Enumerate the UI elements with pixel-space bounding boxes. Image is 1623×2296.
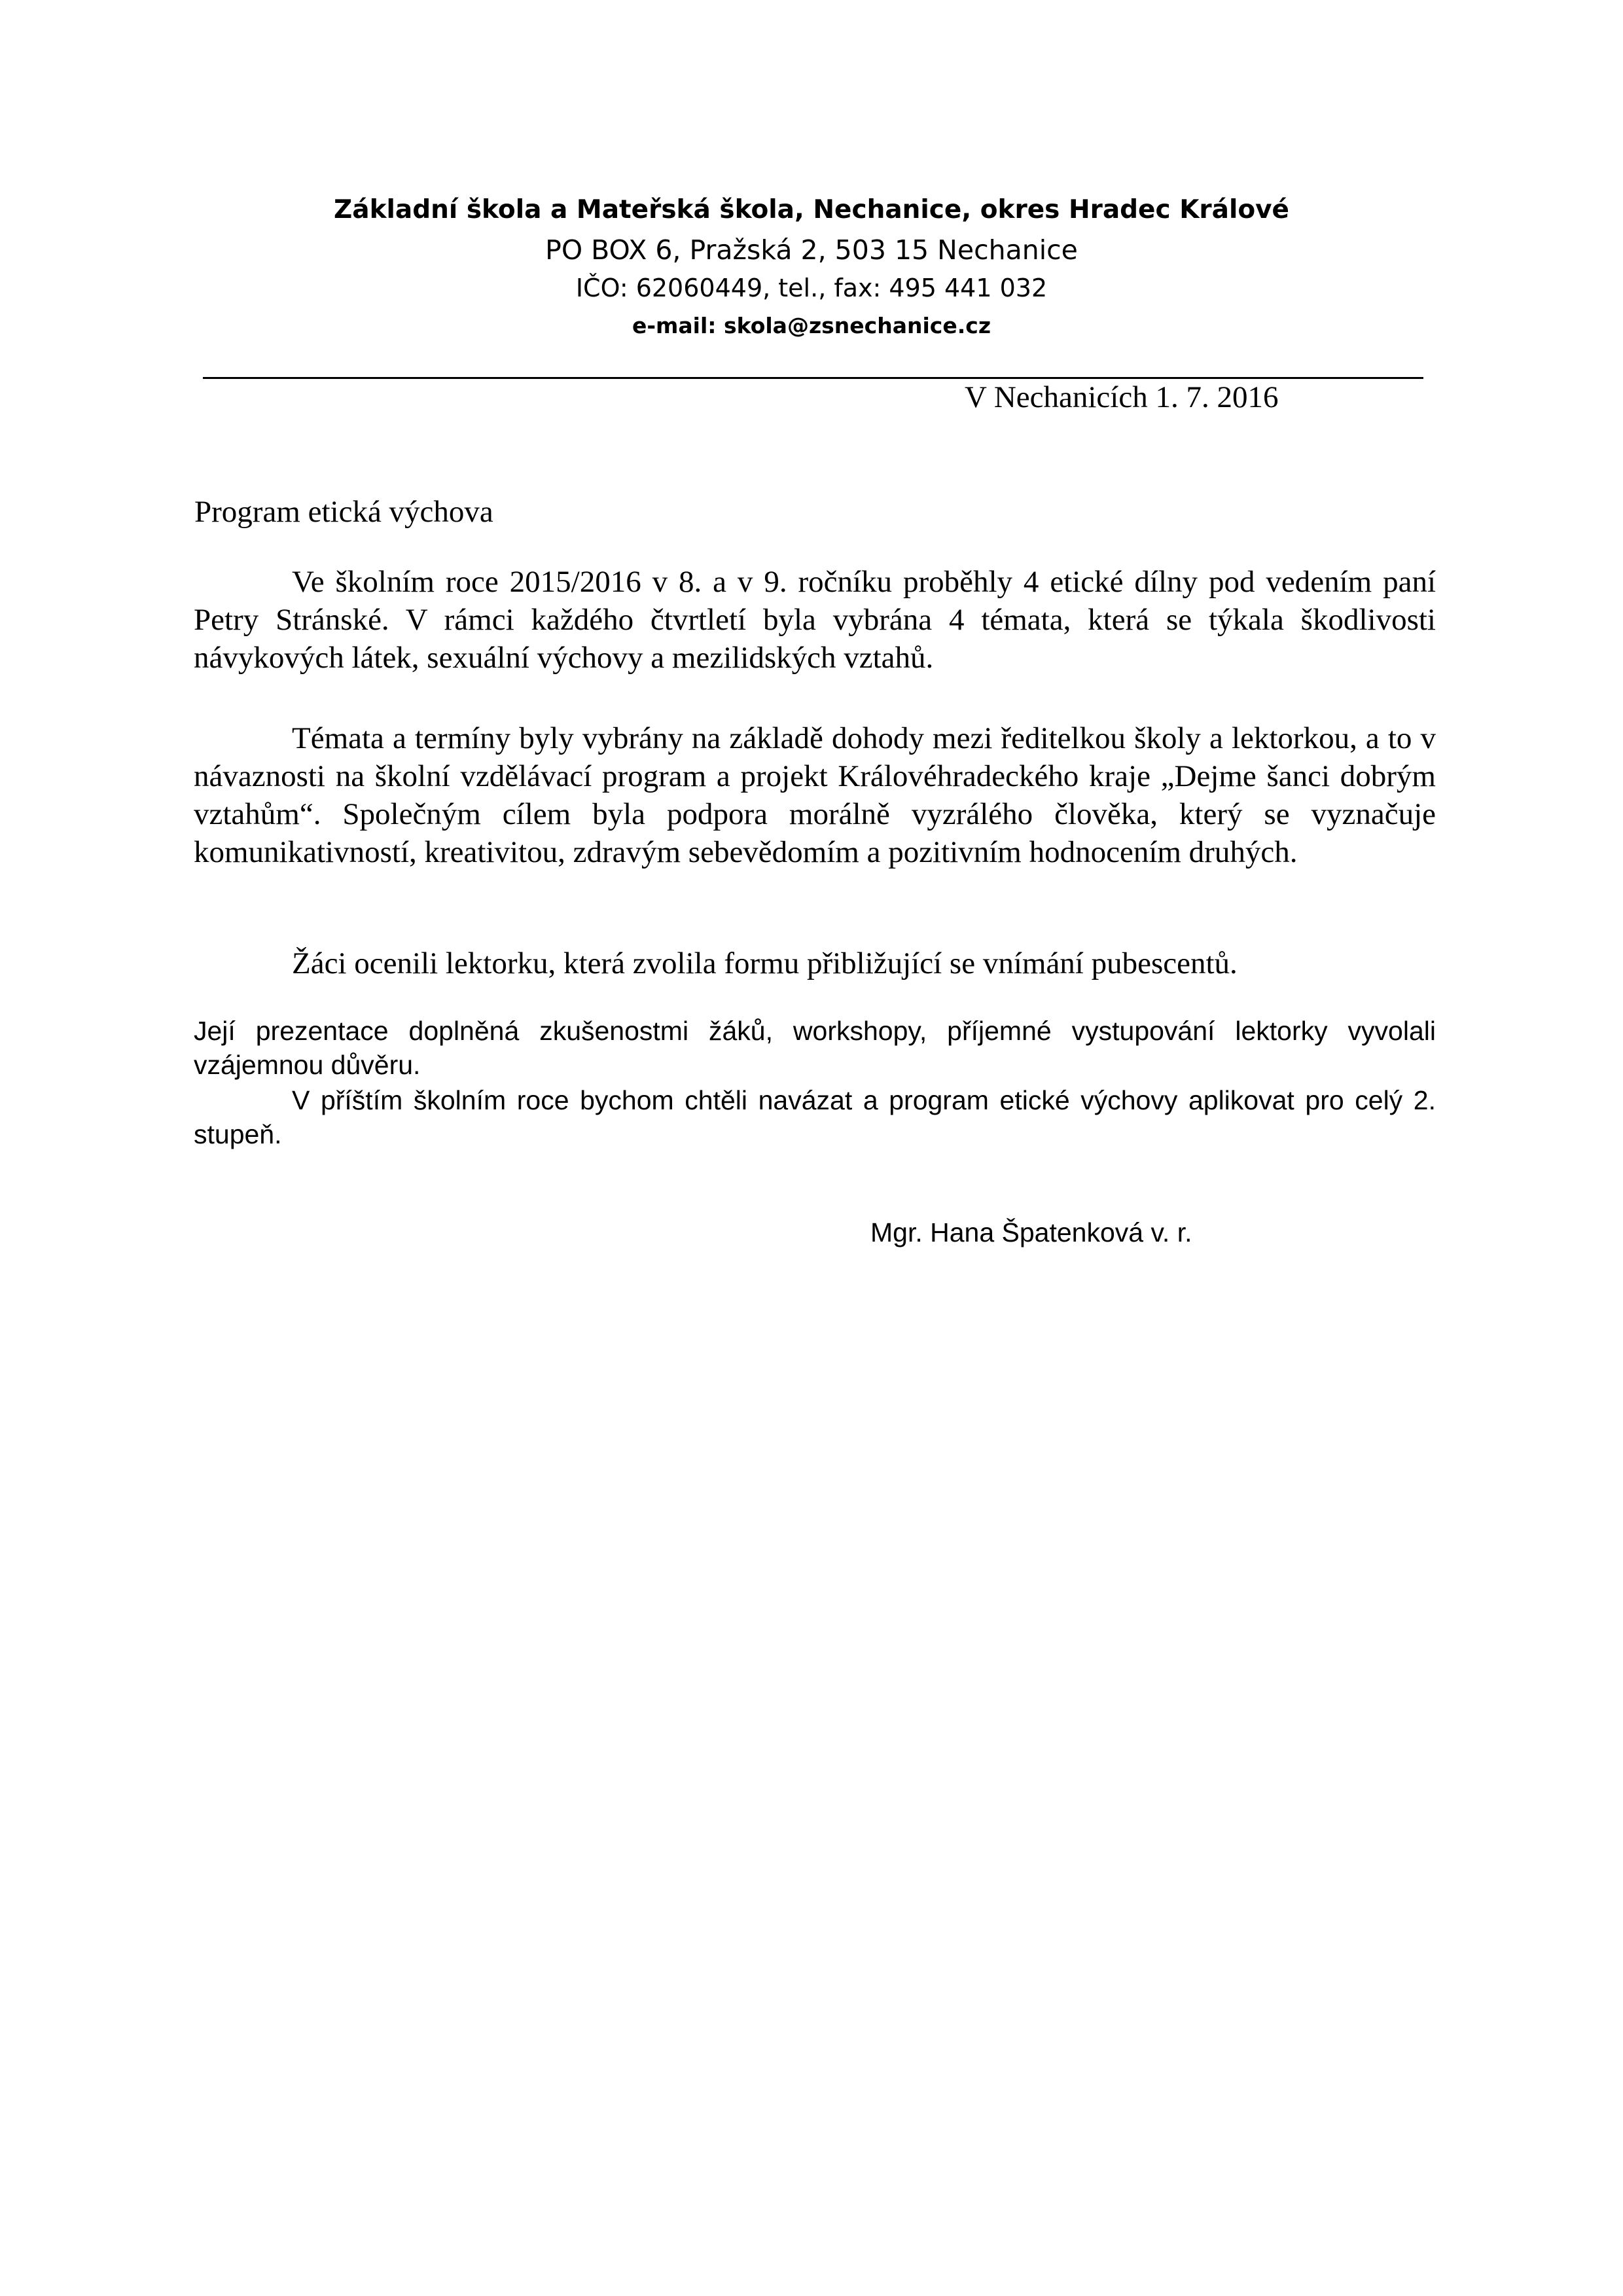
letterhead-email: e-mail: skola@zsnechanice.cz — [632, 313, 991, 338]
letterhead-title: Základní škola a Mateřská škola, Nechanice, okres Hradec Králové — [333, 195, 1290, 224]
letter-subject: Program etická výchova — [194, 495, 493, 529]
paragraph-4-text: V příštím školním roce bychom chtěli navázat a program etické výchovy aplikovat pro celý 2. stupeň. — [194, 1085, 1436, 1149]
letterhead-ico-phone: IČO: 62060449, tel., fax: 495 441 032 — [575, 274, 1048, 302]
paragraph-2 — [194, 719, 1436, 871]
paragraph-1 — [194, 563, 1436, 677]
letterhead-address: PO BOX 6, Pražská 2, 503 15 Nechanice — [545, 234, 1078, 266]
paragraph-2-text: Témata a termíny byly vybrány na základě dohody mezi ředitelkou školy a lektorkou, a to v návaznosti na školní vzdělávací program a projekt Královéhradeckého kraje „Dejme šanci dobrým vztahům“. Společným cílem byla podpora morálně vyzrálého člověka, který se vyznačuje komunikativností, kreativitou, zdravým sebevědomím a pozitivním hodnocením druhých. — [194, 721, 1436, 869]
paragraph-3-sans-text: Její prezentace doplněná zkušenostmi žáků, workshopy, příjemné vystupování lektorky vyvolali vzájemnou důvěru. — [194, 1016, 1436, 1080]
letter-date: V Nechanicích 1. 7. 2016 — [965, 380, 1279, 414]
paragraph-1-text: Ve školním roce 2015/2016 v 8. a v 9. ročníku proběhly 4 etické dílny pod vedením paní Petry Stránské. V rámci každého čtvrtletí byla vybrána 4 témata, která se týkala škodlivosti návykových látek, sexuální výchovy a mezilidských vztahů. — [194, 565, 1436, 675]
paragraph-3-serif-text: Žáci ocenili lektorku, která zvolila formu přibližující se vnímání pubescentů. — [292, 946, 1238, 980]
letterhead-divider — [203, 377, 1423, 379]
paragraph-3-first-line — [194, 944, 1436, 982]
signature: Mgr. Hana Špatenková v. r. — [870, 1217, 1192, 1247]
paragraph-3-continuation — [194, 1014, 1436, 1082]
paragraph-4 — [194, 1083, 1436, 1151]
